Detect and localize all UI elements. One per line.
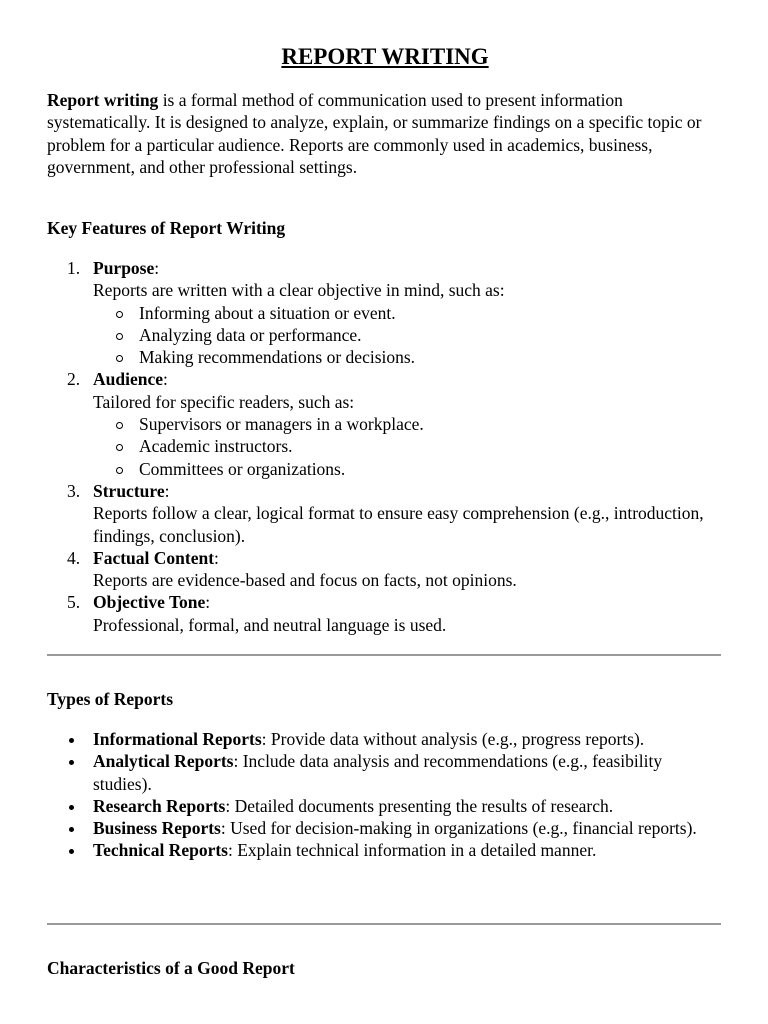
feature-item-factual-content: 4. Factual Content: Reports are evidence-based and focus on facts, not opinions. [47,547,723,592]
features-heading: Key Features of Report Writing [47,218,286,238]
bullet-icon [69,827,74,832]
page-title: REPORT WRITING [281,44,489,69]
type-label: Analytical Reports [93,751,234,772]
feature-number: 5. [67,592,81,613]
intro-text: is a formal method of communication used to present information systematically. It is designed to analyze, explain, or summarize findings on a specific topic or problem for a particular audience. Reports are commonly used in academics, business, government, and other professional settings. [47,90,702,177]
types-list [47,728,723,862]
bullet-icon [69,760,74,765]
type-desc: : Include data analysis and recommendations (e.g., feasibility studies). [93,751,663,794]
feature-desc: Reports are evidence-based and focus on facts, not opinions. [93,570,517,591]
sub-item: Supervisors or managers in a workplace. [93,413,723,435]
type-label: Informational Reports [93,729,262,749]
circle-bullet-icon [116,311,123,318]
type-desc: : Provide data without analysis (e.g., progress reports). [261,729,645,749]
type-label: Technical Reports [93,840,228,861]
feature-label: Purpose [93,258,155,278]
type-label: Business Reports [93,818,221,839]
feature-number: 4. [67,547,81,568]
feature-label: Audience [93,369,163,390]
circle-bullet-icon [116,333,123,340]
feature-desc: Tailored for specific readers, such as: [93,391,355,412]
type-item [47,817,723,839]
feature-sublist [93,302,723,369]
intro-paragraph [47,89,723,178]
circle-bullet-icon [116,467,123,474]
section-divider [47,923,721,925]
feature-label: Factual Content [93,547,215,568]
feature-number: 3. [67,480,81,501]
types-heading: Types of Reports [47,689,174,709]
type-desc: : Used for decision-making in organizations (e.g., financial reports). [220,818,697,839]
feature-item-purpose: 1. Purpose: Reports are written with a clear objective in mind, such as: Informing about a situation or event. Analyzing data or performance. Making recommendations or decisions. [47,257,723,368]
bullet-icon [69,849,74,854]
feature-desc: Reports are written with a clear objective in mind, such as: [93,280,505,301]
feature-sublist [93,413,723,480]
feature-number: 2. [67,369,81,390]
intro-term: Report writing [47,90,159,110]
feature-label: Structure [93,480,165,501]
characteristics-heading: Characteristics of a Good Report [47,958,295,978]
features-list [47,257,723,636]
circle-bullet-icon [116,355,123,362]
feature-item-audience: 2. Audience: Tailored for specific readers, such as: Supervisors or managers in a workplace. Academic instructors. Committees or organizations. [47,368,723,479]
circle-bullet-icon [116,444,123,451]
circle-bullet-icon [116,422,123,429]
type-item [47,839,723,861]
type-desc: : Explain technical information in a detailed manner. [227,840,597,861]
bullet-icon [69,805,74,810]
type-item [47,795,723,817]
sub-item: Academic instructors. [93,435,723,457]
sub-item: Analyzing data or performance. [93,324,723,346]
feature-label: Objective Tone [93,592,206,613]
type-label: Research Reports [93,795,226,816]
sub-item: Making recommendations or decisions. [93,346,723,368]
type-item [47,750,723,795]
feature-number: 1. [67,258,81,278]
bullet-icon [69,738,74,743]
type-item [47,728,723,750]
feature-item-structure: 3. Structure: Reports follow a clear, logical format to ensure easy comprehension (e.g., introduction, findings, conclusion). [47,480,723,547]
type-desc: : Detailed documents presenting the results of research. [225,795,614,816]
feature-desc: Reports follow a clear, logical format to ensure easy comprehension (e.g., introduction, findings, conclusion). [93,503,704,546]
section-divider [47,654,721,656]
sub-item: Committees or organizations. [93,458,723,480]
sub-item: Informing about a situation or event. [93,302,723,324]
feature-desc: Professional, formal, and neutral language is used. [93,614,447,635]
feature-item-objective-tone: 5. Objective Tone: Professional, formal, and neutral language is used. [47,591,723,636]
